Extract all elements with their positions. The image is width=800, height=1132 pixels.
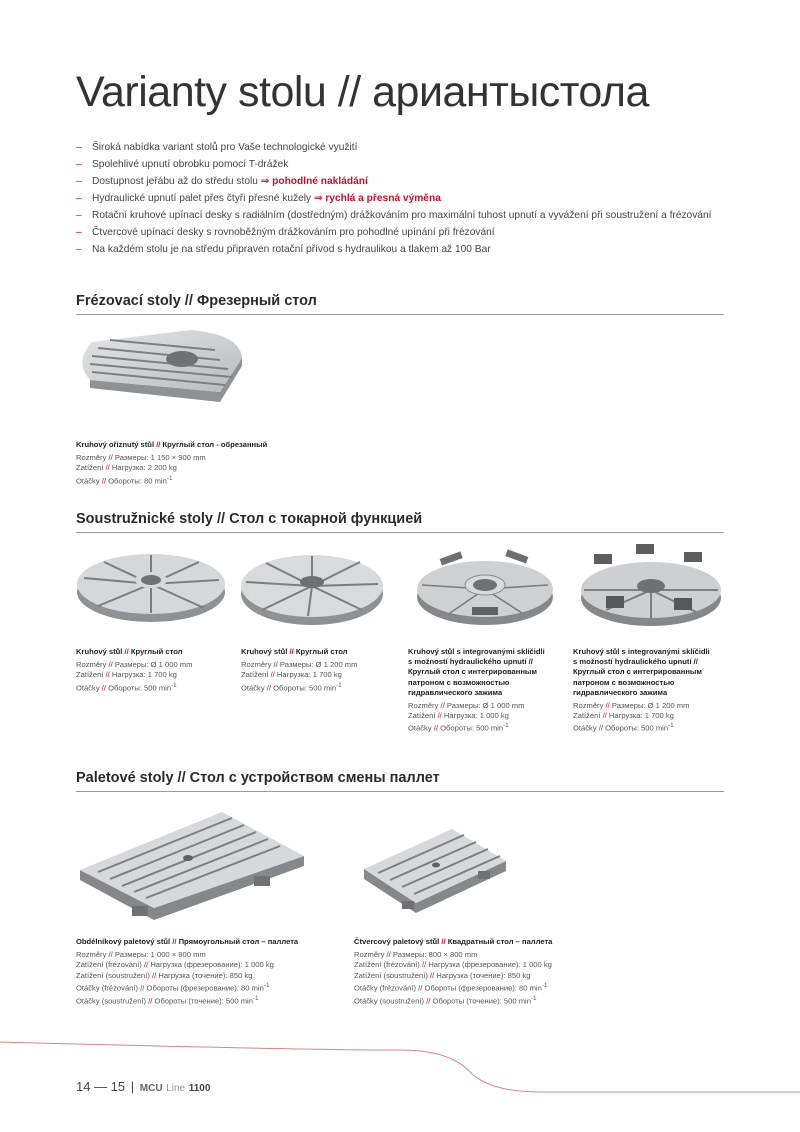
caption-round-table-1000: Kruhový stůl // Круглый стол Rozměry // Размеры: Ø 1 000 mm Zatížení // Нагрузка: 1 700 kg Otáčky // Обороты: 500 $\min^{-1}$ — [76, 647, 193, 693]
page-title: Varianty stolu // ариантыстола — [76, 68, 649, 116]
caption-square-pallet: Čtvercový paletový stůl // Квадратный стол – паллета Rozměry // Размеры: 800 × 800 mm Zatížení (frézování) // Нагрузка (фрезерование): 1 000 kg Zatížení (soustružení) // Нагрузка (точение): 850 kg Otáčky (frézování) // Обороты (фрезерование): 80 $\min^{-1}$ Otáčky (soustružení) // Обороты (точение): 500 $\min^{-1}$ — [354, 937, 553, 1006]
section-heading-turning: Soustružnické stoly // Стол с токарной функцией — [76, 511, 724, 533]
feature-item: – Dostupnost jeřábu až do středu stolu ⇒ pohodlné nakládání — [76, 175, 736, 188]
caption-cut-round-table: Kruhový oříznutý stůl // Круглый стол - обрезанный Rozměry // Размеры: 1 150 × 900 mm Zatížení // Нагрузка: 2 200 kg Otáčky // Обороты: 80 $\min^{-1}$ — [76, 440, 268, 486]
page-numbers: 14 — 15 — [76, 1079, 126, 1094]
product-image-round-table-1200 — [238, 550, 386, 628]
feature-item: – Čtvercové upínací desky s rovnoběžným drážkováním pro pohodlné upínání při frézování — [76, 226, 736, 239]
section-heading-milling: Frézovací stoly // Фрезерный стол — [76, 293, 724, 315]
caption-rect-pallet: Obdélníkový paletový stůl // Прямоугольный стол – паллета Rozměry // Размеры: 1 000 × 800 mm Zatížení (frézování) // Нагрузка (фрезерование): 1 000 kg Zatížení (soustružení) // Нагрузка (точение): 850 kg Otáčky (frézování) // Обороты (фрезерование): 80 $\min^{-1}$ Otáčky (soustružení) // Обороты (точение): 500 $\min^{-1}$ — [76, 937, 299, 1006]
caption-chuck-table-1000: Kruhový stůl s integrovanými sklíčidli s možností hydraulického upnutí // Круглый стол с интегрированным патроном с возможностью гидравлического зажима Rozměry // Размеры: Ø 1 000 mm Zatížení // Нагрузка: 1 000 kg Otáčky // Обороты: 500 $\min^{-1}$ — [408, 647, 545, 733]
model-number: 1100 — [188, 1083, 211, 1094]
feature-highlight: ⇒ pohodlné nakládání — [260, 176, 368, 187]
brand-line-word: Line — [166, 1083, 186, 1094]
section-heading-pallet: Paletové stoly // Стол с устройством смены паллет — [76, 770, 724, 792]
product-image-rect-pallet — [72, 808, 312, 926]
page-footer — [76, 1079, 210, 1094]
product-image-square-pallet — [360, 823, 510, 915]
feature-item: – Spolehlivé upnutí obrobku pomocí T-drážek — [76, 158, 736, 171]
footer-separator: | — [130, 1079, 135, 1094]
feature-item: – Rotační kruhové upínací desky s radiálním (dostředným) drážkováním pro maximální tuhost upnutí a vyvážení při soustružení a frézování — [76, 209, 736, 222]
product-image-cut-round-table — [70, 322, 250, 422]
caption-round-table-1200: Kruhový stůl // Круглый стол Rozměry // Размеры: Ø 1 200 mm Zatížení // Нагрузка: 1 700 kg Otáčky // Обороты: 500 $\min^{-1}$ — [241, 647, 358, 693]
brand-name: MCU — [139, 1083, 163, 1094]
feature-item: – Na každém stolu je na středu připraven rotační přívod s hydraulikou a tlakem až 100 Bar — [76, 243, 736, 256]
feature-highlight: ⇒ rychlá a přesná výměna — [313, 193, 441, 204]
product-image-chuck-table-1200 — [576, 540, 726, 630]
product-image-round-table-1000 — [74, 550, 229, 625]
feature-list — [76, 141, 736, 260]
product-image-chuck-table-1000 — [410, 545, 560, 630]
caption-chuck-table-1200: Kruhový stůl s integrovanými sklíčidli s možností hydraulického upnutí // Круглый стол с интегрированным патроном с возможностью гидравлического зажима Rozměry // Размеры: Ø 1 200 mm Zatížení // Нагрузка: 1 700 kg Otáčky // Обороты: 500 $\min^{-1}$ — [573, 647, 710, 733]
feature-item: – Hydraulické upnutí palet přes čtyři přesné kužely ⇒ rychlá a přesná výměna — [76, 192, 736, 205]
feature-item: – Široká nabídka variant stolů pro Vaše technologické využití — [76, 141, 736, 154]
